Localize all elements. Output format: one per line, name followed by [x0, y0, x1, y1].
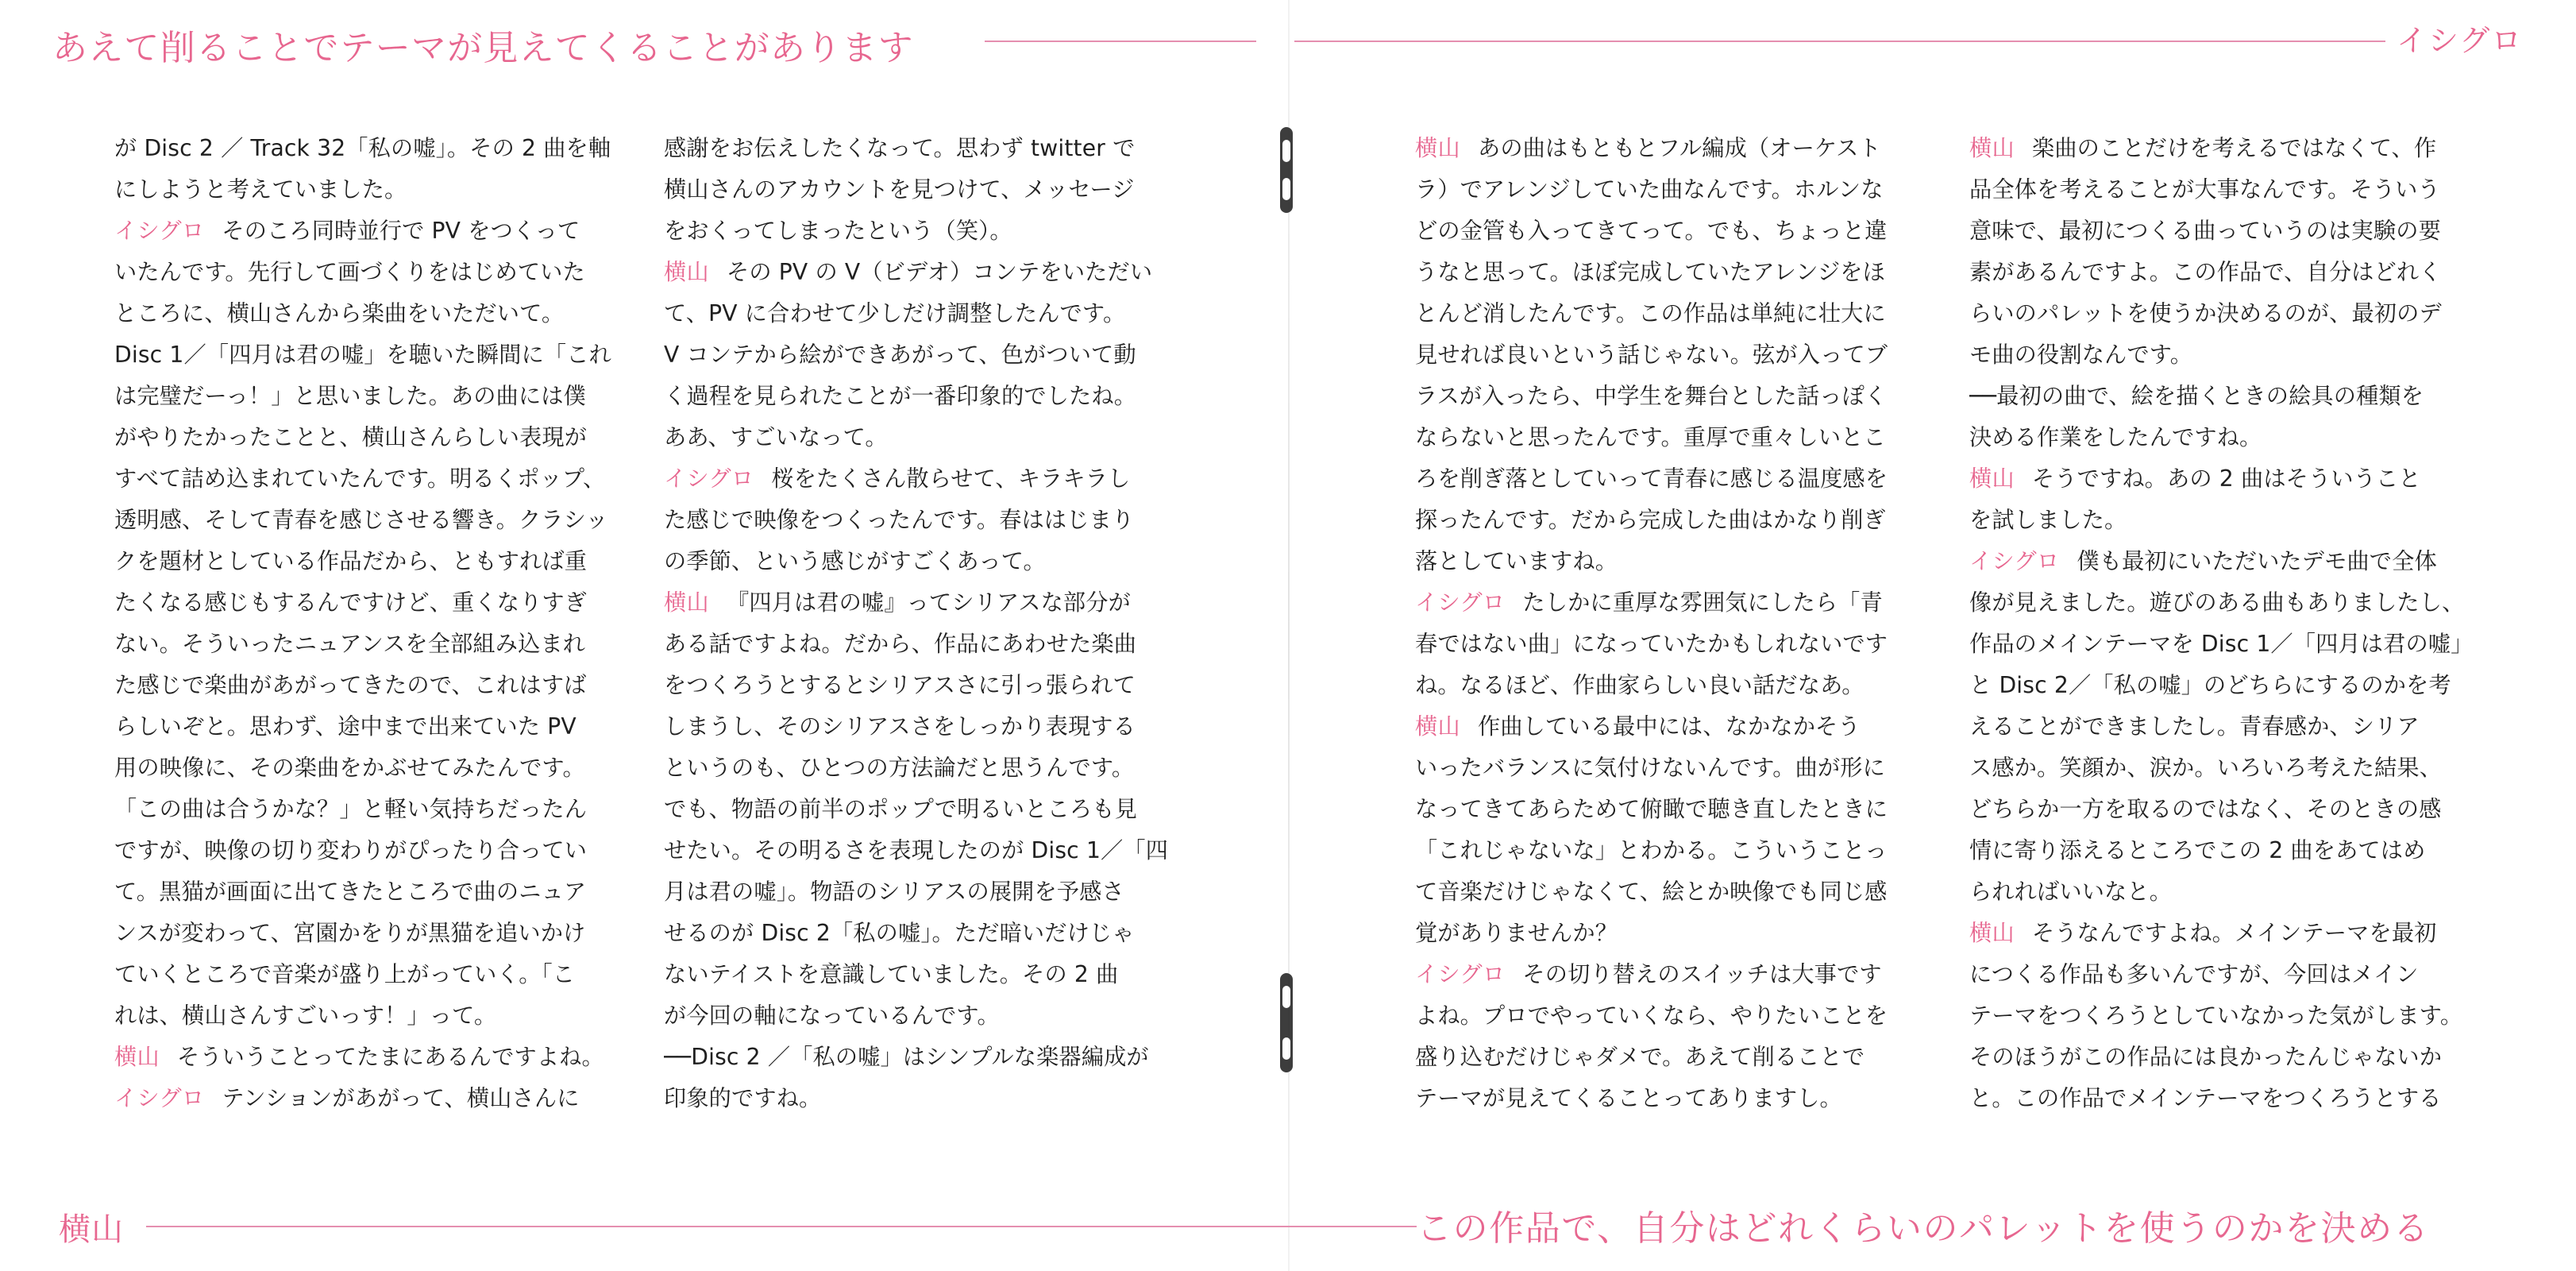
column-4-line-20-text: そうなんですよね。メインテーマを最初 [2031, 920, 2437, 946]
column-2-line-11-text: の季節、という感じがすごくあって。 [664, 548, 1046, 574]
column-1-line-24-speaker: イシグロ [114, 1085, 205, 1111]
column-4-line-11-speaker: イシグロ [1969, 548, 2060, 574]
column-1-line-4 [114, 252, 638, 293]
column-4-line-17-text: どちらか一方を取るのではなく、そのときの感 [1969, 796, 2442, 822]
column-3-line-19-text: て音楽だけじゃなくて、絵とか映像でも同じ感 [1415, 879, 1888, 905]
column-3-line-10 [1415, 500, 1939, 541]
column-3-line-1-text: あの曲はもともとフル編成（オーケスト [1477, 135, 1881, 161]
column-2-line-20 [664, 913, 1188, 954]
column-2-line-22-text: が今回の軸になっているんです。 [664, 1003, 1000, 1029]
column-2-line-5 [664, 293, 1188, 334]
column-4-line-17 [1969, 789, 2493, 830]
column-4-line-20 [1969, 913, 2493, 954]
column-1-line-14 [114, 665, 638, 706]
column-4-line-11 [1969, 541, 2493, 582]
column-3-line-18 [1415, 830, 1939, 871]
column-4-line-10 [1969, 500, 2493, 541]
column-4-line-23-text: そのほうがこの作品には良かったんじゃないか [1969, 1044, 2443, 1070]
column-3-line-7 [1415, 376, 1939, 417]
column-1-line-17 [114, 789, 638, 830]
left-header-rule [985, 41, 1256, 42]
column-3-line-5-text: とんど消したんです。この作品は単純に壮大に [1415, 300, 1886, 326]
column-3-line-16 [1415, 748, 1939, 789]
column-3-line-10-text: 探ったんです。だから完成した曲はかなり削ぎ [1415, 507, 1886, 533]
column-3-line-8 [1415, 417, 1939, 458]
column-1-line-17-text: 「この曲は合うかな？」と軽い気持ちだったん [114, 796, 588, 822]
column-3-line-7-text: ラスが入ったら、中学生を舞台とした話っぽく [1415, 383, 1888, 409]
column-1-line-15 [114, 706, 638, 748]
column-2-line-9-text: 桜をたくさん散らせて、キラキラし [771, 466, 1131, 492]
column-1-line-9-text: すべて詰め込まれていたんです。明るくポップ、 [114, 466, 606, 492]
right-header-rule [1294, 41, 2385, 42]
column-2-line-8 [664, 417, 1188, 458]
column-3-line-23-text: 盛り込むだけじゃダメで。あえて削ることで [1415, 1044, 1865, 1070]
column-2-line-9-speaker: イシグロ [664, 466, 754, 492]
column-2-line-21 [664, 954, 1188, 995]
column-1-line-22 [114, 995, 638, 1037]
column-1-line-16 [114, 748, 638, 789]
column-2-line-13-text: ある話ですよね。だから、作品にあわせた楽曲 [664, 631, 1137, 657]
column-4-line-22-text: テーマをつくろうとしていなかった気がします。 [1969, 1003, 2463, 1029]
column-3-line-23 [1415, 1037, 1939, 1078]
column-4-line-8 [1969, 417, 2493, 458]
column-3-line-1 [1415, 128, 1939, 169]
column-1-line-23-speaker: 横山 [114, 1044, 160, 1070]
column-1-line-9 [114, 458, 638, 500]
column-2-line-4 [664, 252, 1188, 293]
column-2-line-6-text: V コンテから絵ができあがって、色がついて動 [664, 342, 1136, 368]
text-column-3 [1415, 128, 1939, 1119]
column-1-line-10 [114, 500, 638, 541]
column-4-line-12 [1969, 582, 2493, 624]
column-2-line-24-text: 印象的ですね。 [664, 1085, 822, 1111]
column-1-line-8-text: がやりたかったことと、横山さんらしい表現が [114, 424, 588, 450]
column-3-line-8-text: ならないと思ったんです。重厚で重々しいとこ [1415, 424, 1886, 450]
column-1-line-3-text: そのころ同時並行で PV をつくって [222, 218, 580, 244]
column-4-line-5-text: らいのパレットを使うか決めるのが、最初のデ [1969, 300, 2442, 326]
column-4-line-1-text: 楽曲のことだけを考えるではなくて、作 [2031, 135, 2437, 161]
column-3-line-21-text: その切り替えのスイッチは大事です [1522, 961, 1882, 987]
column-2-line-4-speaker: 横山 [664, 259, 709, 285]
column-4-line-7-text: ──最初の曲で、絵を描くときの絵具の種類を [1969, 383, 2424, 409]
column-3-line-6 [1415, 334, 1939, 376]
column-1-line-2 [114, 169, 638, 211]
column-2-line-8-text: ああ、すごいなって。 [664, 424, 888, 450]
column-1-line-13 [114, 624, 638, 665]
column-1-line-3-speaker: イシグロ [114, 218, 205, 244]
column-4-line-12-text: 像が見えました。遊びのある曲もありましたし、 [1969, 589, 2465, 616]
column-2-line-10-text: た感じで映像をつくったんです。春ははじまり [664, 507, 1135, 533]
column-1-line-16-text: 用の映像に、その楽曲をかぶせてみたんです。 [114, 755, 585, 781]
column-2-line-24 [664, 1078, 1188, 1119]
column-2-line-21-text: ないテイストを意識していました。その 2 曲 [664, 961, 1119, 987]
column-3-line-13 [1415, 624, 1939, 665]
column-3-line-17-text: なってきてあらためて俯瞰で聴き直したときに [1415, 796, 1888, 822]
column-4-line-2 [1969, 169, 2493, 211]
text-column-1 [114, 128, 638, 1119]
column-1-line-19-text: て。黒猫が画面に出てきたところで曲のニュア [114, 879, 587, 905]
column-2-line-12-speaker: 横山 [664, 589, 709, 616]
column-3-line-12-text: たしかに重厚な雰囲気にしたら「青 [1522, 589, 1883, 616]
left-page-header-title: あえて削ることでテーマが見えてくることがあります [52, 28, 914, 68]
column-1-line-6 [114, 334, 638, 376]
column-1-line-24-text: テンションがあがって、横山さんに [222, 1085, 580, 1111]
column-1-line-2-text: にしようと考えていました。 [114, 176, 407, 203]
column-4-line-13 [1969, 624, 2493, 665]
column-4-line-9 [1969, 458, 2493, 500]
column-2-line-2 [664, 169, 1188, 211]
column-1-line-13-text: ない。そういったニュアンスを全部組み込まれ [114, 631, 586, 657]
column-1-line-20-text: ンスが変わって、宮園かをりが黒猫を追いかけ [114, 920, 586, 946]
column-1-line-19 [114, 871, 638, 913]
column-2-line-20-text: せるのが Disc 2「私の嘘」。ただ暗いだけじゃ [664, 920, 1135, 946]
column-1-line-1 [114, 128, 638, 169]
column-2-line-23-text: ──Disc 2 ／「私の嘘」はシンプルな楽器編成が [664, 1044, 1149, 1070]
column-1-line-11-text: クを題材としている作品だから、ともすれば重 [114, 548, 588, 574]
column-4-line-18 [1969, 830, 2493, 871]
column-3-line-22 [1415, 995, 1939, 1037]
column-2-line-3-text: をおくってしまったという（笑）。 [664, 218, 1012, 244]
column-4-line-22 [1969, 995, 2493, 1037]
column-4-line-24-text: と。この作品でメインテーマをつくろうとする [1969, 1085, 2442, 1111]
column-1-line-24 [114, 1078, 638, 1119]
column-4-line-14-text: と Disc 2／「私の嘘」のどちらにするのかを考 [1969, 672, 2451, 698]
column-1-line-14-text: た感じで楽曲があがってきたので、これはすば [114, 672, 587, 698]
column-2-line-17 [664, 789, 1188, 830]
column-3-line-2-text: ラ）でアレンジしていた曲なんです。ホルンな [1415, 176, 1884, 203]
left-footer-rule [146, 1226, 1417, 1227]
column-2-line-13 [664, 624, 1188, 665]
column-3-line-22-text: よね。プロでやっていくなら、やりたいことを [1415, 1003, 1888, 1029]
column-4-line-18-text: 情に寄り添えるところでこの 2 曲をあてはめ [1969, 837, 2426, 863]
column-2-line-15 [664, 706, 1188, 748]
column-1-line-7 [114, 376, 638, 417]
column-4-line-14 [1969, 665, 2493, 706]
column-4-line-13-text: 作品のメインテーマを Disc 1／「四月は君の嘘」 [1969, 631, 2474, 657]
column-3-line-3 [1415, 211, 1939, 252]
right-footer-rule [1294, 1226, 1406, 1227]
column-3-line-14-text: ね。なるほど、作曲家らしい良い話だなあ。 [1415, 672, 1865, 698]
column-4-line-24 [1969, 1078, 2493, 1119]
column-2-line-19-text: 月は君の嘘」。物語のシリアスの展開を予感さ [664, 879, 1124, 905]
column-4-line-1 [1969, 128, 2493, 169]
column-3-line-15 [1415, 706, 1939, 748]
right-page-header-name: イシグロ [2397, 23, 2524, 58]
column-4-line-4 [1969, 252, 2493, 293]
column-2-line-18 [664, 830, 1188, 871]
column-1-line-10-text: 透明感、そして青春を感じさせる響き。クラシッ [114, 507, 608, 533]
column-4-line-20-speaker: 横山 [1969, 920, 2015, 946]
column-1-line-21 [114, 954, 638, 995]
column-2-line-14 [664, 665, 1188, 706]
column-2-line-4-text: その PV の V（ビデオ）コンテをいただい [726, 259, 1153, 285]
right-page-footer-title: この作品で、自分はどれくらいのパレットを使うのかを決める [1417, 1208, 2430, 1249]
column-1-line-12 [114, 582, 638, 624]
column-1-line-7-text: は完璧だーっ！」と思いました。あの曲には僕 [114, 383, 586, 409]
column-4-line-21-text: につくる作品も多いんですが、今回はメイン [1969, 961, 2419, 987]
column-3-line-12-speaker: イシグロ [1415, 589, 1506, 616]
column-2-line-12-text: 『四月は君の嘘』ってシリアスな部分が [726, 589, 1131, 616]
column-1-line-18 [114, 830, 638, 871]
column-3-line-4 [1415, 252, 1939, 293]
column-3-line-12 [1415, 582, 1939, 624]
column-1-line-4-text: いたんです。先行して画づくりをはじめていた [114, 259, 585, 285]
column-4-line-3-text: 意味で、最初につくる曲っていうのは実験の要 [1969, 218, 2441, 244]
column-2-line-11 [664, 541, 1188, 582]
column-4-line-15-text: えることができましたし。青春感か、シリア [1969, 713, 2420, 740]
column-3-line-2 [1415, 169, 1939, 211]
column-1-line-23 [114, 1037, 638, 1078]
column-3-line-14 [1415, 665, 1939, 706]
column-2-line-12 [664, 582, 1188, 624]
column-2-line-3 [664, 211, 1188, 252]
column-2-line-7 [664, 376, 1188, 417]
column-4-line-8-text: 決める作業をしたんですね。 [1969, 424, 2262, 450]
column-4-line-19 [1969, 871, 2493, 913]
column-3-line-21-speaker: イシグロ [1415, 961, 1506, 987]
column-2-line-2-text: 横山さんのアカウントを見つけて、メッセージ [664, 176, 1135, 203]
column-4-line-19-text: られればいいなと。 [1969, 879, 2173, 905]
column-3-line-1-speaker: 横山 [1415, 135, 1460, 161]
column-4-line-4-text: 素があるんですよ。この作品で、自分はどれく [1969, 259, 2442, 285]
column-4-line-3 [1969, 211, 2493, 252]
column-2-line-16-text: というのも、ひとつの方法論だと思うんです。 [664, 755, 1135, 781]
column-4-line-16-text: ス感か。笑顔か、涙か。いろいろ考えた結果、 [1969, 755, 2443, 781]
column-3-line-4-text: うなと思って。ほぼ完成していたアレンジをほ [1415, 259, 1885, 285]
column-1-line-6-text: Disc 1／「四月は君の嘘」を聴いた瞬間に「これ [114, 342, 611, 368]
column-1-line-1-text: が Disc 2 ／ Track 32「私の嘘」。その 2 曲を軸 [114, 135, 611, 161]
binding-staple-bottom [1280, 973, 1293, 1072]
column-2-line-9 [664, 458, 1188, 500]
column-4-line-9-text: そうですね。あの 2 曲はそういうこと [2031, 466, 2421, 492]
column-2-line-16 [664, 748, 1188, 789]
column-2-line-1 [664, 128, 1188, 169]
column-2-line-5-text: て、PV に合わせて少しだけ調整したんです。 [664, 300, 1126, 326]
column-2-line-18-text: せたい。その明るさを表現したのが Disc 1／「四 [664, 837, 1169, 863]
column-4-line-6-text: モ曲の役割なんです。 [1969, 342, 2193, 368]
column-1-line-23-text: そういうことってたまにあるんですよね。 [176, 1044, 604, 1070]
column-2-line-19 [664, 871, 1188, 913]
left-page-footer-name: 横山 [59, 1211, 124, 1248]
column-1-line-21-text: ていくところで音楽が盛り上がっていく。「こ [114, 961, 576, 987]
column-3-line-20-text: 覚がありませんか？ [1415, 920, 1618, 946]
column-1-line-18-text: ですが、映像の切り変わりがぴったり合ってい [114, 837, 588, 863]
column-3-line-6-text: 見せれば良いという話じゃない。弦が入ってブ [1415, 342, 1888, 368]
column-3-line-21 [1415, 954, 1939, 995]
binding-staple-top [1280, 127, 1293, 213]
column-2-line-15-text: しまうし、そのシリアスさをしっかり表現する [664, 713, 1136, 740]
column-2-line-1-text: 感謝をお伝えしたくなって。思わず twitter で [664, 135, 1136, 161]
column-3-line-11-text: 落としていますね。 [1415, 548, 1618, 574]
column-1-line-22-text: れは、横山さんすごいっす！」って。 [114, 1003, 497, 1029]
column-4-line-9-speaker: 横山 [1969, 466, 2015, 492]
column-4-line-6 [1969, 334, 2493, 376]
column-4-line-10-text: を試しました。 [1969, 507, 2127, 533]
column-4-line-11-text: 僕も最初にいただいたデモ曲で全体 [2077, 548, 2437, 574]
column-4-line-21 [1969, 954, 2493, 995]
column-4-line-16 [1969, 748, 2493, 789]
column-2-line-17-text: でも、物語の前半のポップで明るいところも見 [664, 796, 1137, 822]
column-3-line-5 [1415, 293, 1939, 334]
column-4-line-5 [1969, 293, 2493, 334]
column-3-line-17 [1415, 789, 1939, 830]
column-3-line-24-text: テーマが見えてくることってありますし。 [1415, 1085, 1842, 1111]
column-2-line-14-text: をつくろうとするとシリアスさに引っ張られて [664, 672, 1136, 698]
column-4-line-1-speaker: 横山 [1969, 135, 2015, 161]
text-column-2 [664, 128, 1188, 1119]
column-1-line-3 [114, 211, 638, 252]
text-column-4 [1969, 128, 2493, 1119]
column-3-line-18-text: 「これじゃないな」とわかる。こういうことっ [1415, 837, 1888, 863]
column-1-line-12-text: たくなる感じもするんですけど、重くなりすぎ [114, 589, 588, 616]
column-3-line-20 [1415, 913, 1939, 954]
column-3-line-16-text: いったバランスに気付けないんです。曲が形に [1415, 755, 1885, 781]
column-4-line-15 [1969, 706, 2493, 748]
column-1-line-15-text: らしいぞと。思わず、途中まで出来ていた PV [114, 713, 577, 740]
column-4-line-23 [1969, 1037, 2493, 1078]
column-3-line-9 [1415, 458, 1939, 500]
column-4-line-7 [1969, 376, 2493, 417]
column-3-line-15-text: 作曲している最中には、なかなかそう [1477, 713, 1861, 740]
column-2-line-7-text: く過程を見られたことが一番印象的でしたね。 [664, 383, 1137, 409]
column-1-line-8 [114, 417, 638, 458]
column-3-line-19 [1415, 871, 1939, 913]
column-3-line-11 [1415, 541, 1939, 582]
column-2-line-10 [664, 500, 1188, 541]
column-3-line-24 [1415, 1078, 1939, 1119]
column-4-line-2-text: 品全体を考えることが大事なんです。そういう [1969, 176, 2440, 203]
column-1-line-5-text: ところに、横山さんから楽曲をいただいて。 [114, 300, 565, 326]
column-2-line-6 [664, 334, 1188, 376]
column-1-line-20 [114, 913, 638, 954]
column-3-line-9-text: ろを削ぎ落としていって青春に感じる温度感を [1415, 466, 1888, 492]
column-3-line-13-text: 春ではない曲」になっていたかもしれないです [1415, 631, 1888, 657]
column-3-line-3-text: どの金管も入ってきてって。でも、ちょっと違 [1415, 218, 1888, 244]
column-2-line-23 [664, 1037, 1188, 1078]
column-2-line-22 [664, 995, 1188, 1037]
column-3-line-15-speaker: 横山 [1415, 713, 1460, 740]
column-1-line-5 [114, 293, 638, 334]
column-1-line-11 [114, 541, 638, 582]
